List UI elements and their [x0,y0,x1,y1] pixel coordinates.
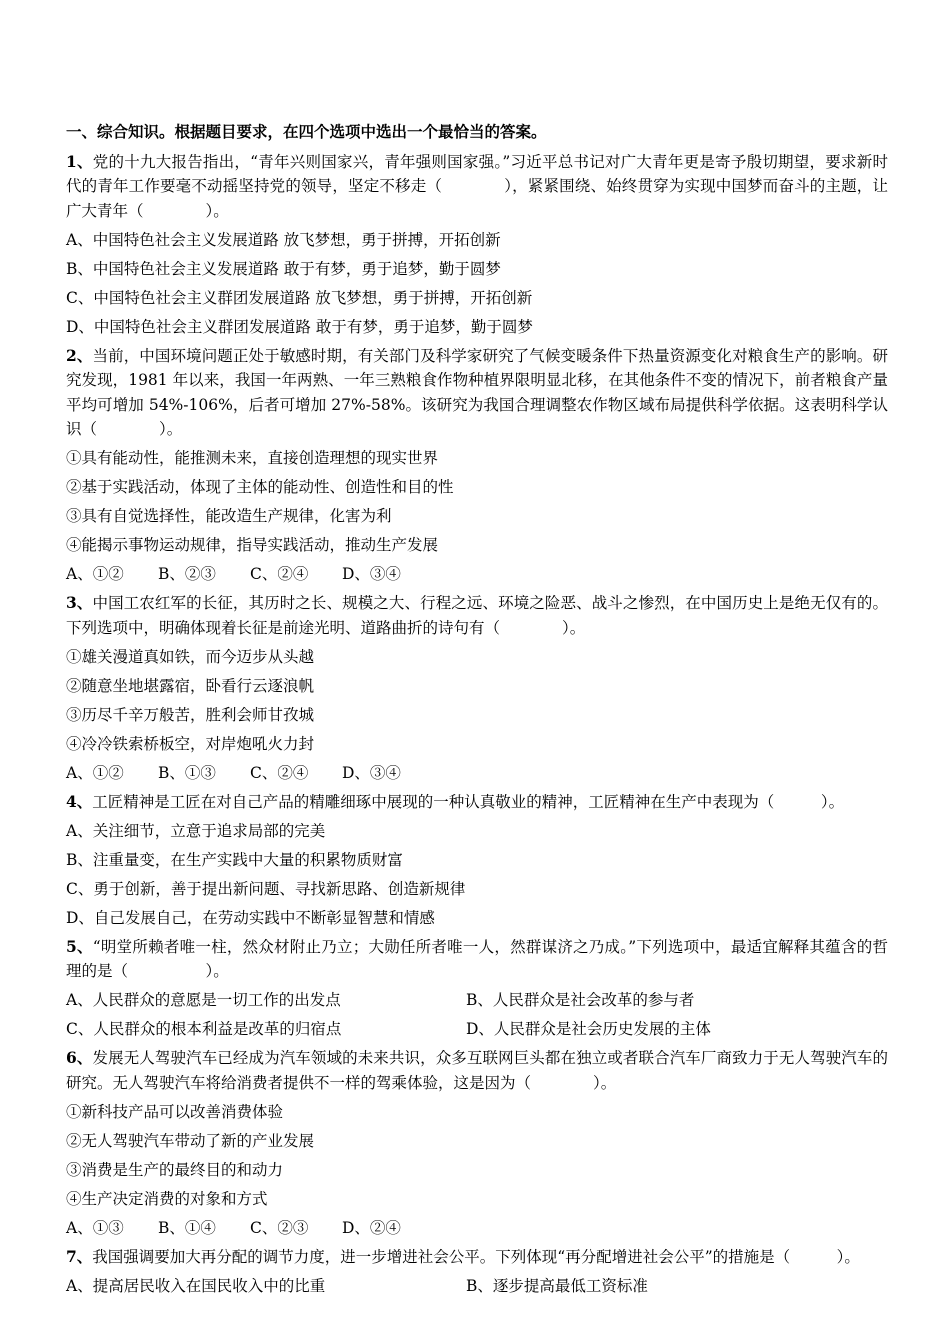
option-d: D、自己发展自己，在劳动实践中不断彰显智慧和情感 [66,908,435,927]
statement-4: ④能揭示事物运动规律，指导实践活动，推动生产发展 [66,536,439,554]
statement-3: ③消费是生产的最终目的和动力 [66,1160,284,1179]
option-c: C、人民群众的根本利益是改革的归宿点 [66,1020,342,1038]
exam-page [66,120,888,1303]
options-row [66,1216,888,1241]
statement-4: ④冷冷铁索桥板空，对岸炮吼火力封 [66,734,315,753]
option-d: D、②④ [342,1218,401,1237]
option-b: B、①③ [158,763,216,782]
option-b: B、注重量变，在生产实践中大量的积累物质财富 [66,850,403,869]
question-number: 7、 [66,1246,93,1266]
question-number: 1、 [66,151,93,171]
options-row [66,1017,888,1042]
question-6-stem: 6、发展无人驾驶汽车已经成为汽车领域的未来共识，众多互联网巨头都在独立或者联合汽车厂商致力于无人驾驶汽车的研究。无人驾驶汽车将给消费者提供不一样的驾乘体验，这是因为（ ）。 [66,1048,888,1092]
option-d: D、中国特色社会主义群团发展道路 敢于有梦，勇于追梦，勤于圆梦 [66,317,533,336]
option-a: A、中国特色社会主义发展道路 放飞梦想，勇于拼搏，开拓创新 [66,230,501,249]
option-a: A、关注细节，立意于追求局部的完美 [66,821,326,840]
statement-2: ②基于实践活动，体现了主体的能动性、创造性和目的性 [66,478,454,496]
option-b: B、②③ [158,565,216,583]
option-a: A、提高居民收入在国民收入中的比重 [66,1276,326,1295]
statement-4: ④生产决定消费的对象和方式 [66,1189,268,1208]
options-row [66,988,888,1013]
statement-1: ①新科技产品可以改善消费体验 [66,1102,284,1121]
statement-1: ①具有能动性，能推测未来，直接创造理想的现实世界 [66,449,439,467]
question-2-stem: 2、当前，中国环境问题正处于敏感时期，有关部门及科学家研究了气候变暖条件下热量资源变化对粮食生产的影响。研究发现，1981 年以来，我国一年两熟、一年三熟粮食作物种植界限明显北移，在其他条件不变的情况下，前者粮食产量平均可增加 54%-106%，后者可增加 27%-58%。该研究为我国合理调整农作物区域布局提供科学依据。这表明科学认识（ ）。 [66,345,888,438]
option-c: C、勇于创新，善于提出新问题、寻找新思路、创造新规律 [66,879,466,898]
question-number: 2、 [66,345,93,365]
option-c: C、中国特色社会主义群团发展道路 放飞梦想，勇于拼搏，开拓创新 [66,288,533,307]
question-number: 3、 [66,593,93,612]
option-b: B、①④ [158,1218,216,1237]
option-d: D、人民群众是社会历史发展的主体 [466,1020,711,1038]
question-4-stem: 4、工匠精神是工匠在对自己产品的精雕细琢中展现的一种认真敬业的精神，工匠精神在生产中表现为（ ）。 [66,791,845,811]
option-a: A、①③ [66,1218,124,1237]
option-c: C、②③ [250,1218,309,1237]
statement-2: ②随意坐地堪露宿，卧看行云逐浪帆 [66,676,315,695]
option-b: B、人民群众是社会改革的参与者 [466,991,695,1009]
question-number: 4、 [66,791,93,811]
question-number: 6、 [66,1048,93,1067]
option-b: B、逐步提高最低工资标准 [466,1276,648,1295]
question-number: 5、 [66,936,93,956]
option-a: A、人民群众的意愿是一切工作的出发点 [66,991,341,1009]
question-3-stem: 3、中国工农红军的长征，其历时之长、规模之大、行程之远、环境之险恶、战斗之惨烈，在中国历史上是绝无仅有的。下列选项中，明确体现着长征是前途光明、道路曲折的诗句有（ ）。 [66,593,888,637]
statement-3: ③历尽千辛万般苦，胜利会师甘孜城 [66,705,315,724]
statement-1: ①雄关漫道真如铁，而今迈步从头越 [66,647,315,666]
question-7-stem: 7、我国强调要加大再分配的调节力度，进一步增进社会公平。下列体现“再分配增进社会公平”的措施是（ ）。 [66,1246,860,1266]
question-5-stem: 5、“明堂所赖者唯一柱，然众材附止乃立；大勋任所者唯一人，然群谋济之乃成。”下列选项中，最适宜解释其蕴含的哲理的是（ ）。 [66,936,888,980]
question-1-stem: 1、党的十九大报告指出，“青年兴则国家兴，青年强则国家强。”习近平总书记对广大青年更是寄予殷切期望，要求新时代的青年工作要毫不动摇坚持党的领导，坚定不移走（ ），紧紧围绕、始终贯穿为实现中国梦而奋斗的主题，让广大青年（ ）。 [66,151,888,220]
option-d: D、③④ [342,565,401,583]
options-row [66,1274,888,1299]
options-row [66,562,888,587]
section-title: 一、综合知识。根据题目要求，在四个选项中选出一个最恰当的答案。 [66,122,547,141]
option-b: B、中国特色社会主义发展道路 敢于有梦，勇于追梦，勤于圆梦 [66,259,501,278]
option-d: D、③④ [342,763,401,782]
statement-2: ②无人驾驶汽车带动了新的产业发展 [66,1131,315,1150]
option-c: C、②④ [250,763,309,782]
option-c: C、②④ [250,565,309,583]
option-a: A、①② [66,763,124,782]
statement-3: ③具有自觉选择性，能改造生产规律，化害为利 [66,507,392,525]
option-a: A、①② [66,565,124,583]
options-row [66,761,888,786]
